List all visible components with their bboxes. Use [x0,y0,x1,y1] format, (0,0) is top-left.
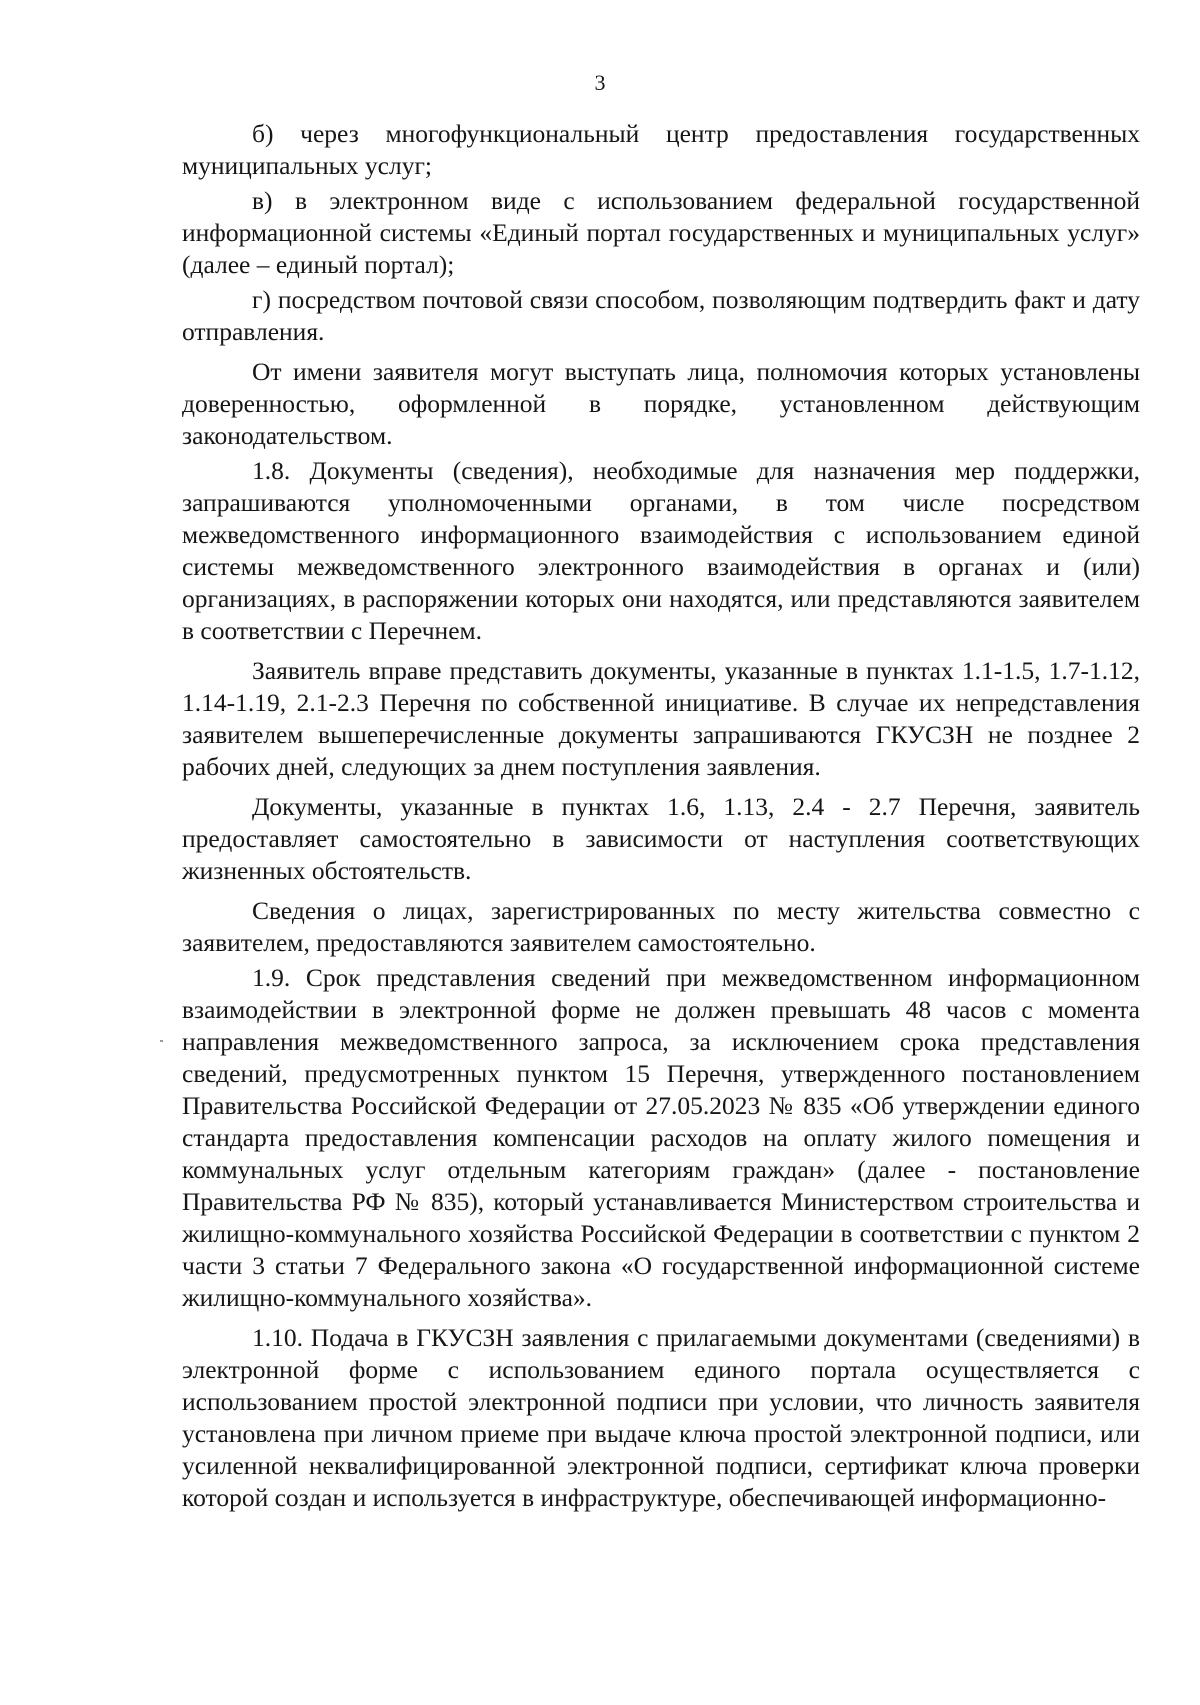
page-number: 3 [594,70,606,95]
paragraph-item-b: б) через многофункциональный центр предоставления государственных муниципальных услуг; [182,119,1140,180]
paragraph-1-10: 1.10. Подача в ГКУСЗН заявления с прилагаемыми документами (сведениями) в электронной форме с использованием единого портала осуществляется с использованием простой электронной подписи при условии, что личность заявителя установлена при личном приеме при выдаче ключа простой электронной подписи, или усиленной неквалифицированной электронной подписи, сертификат ключа проверки которой создан и используется в инфраструктуре, обеспечивающей информационно- [182,1323,1140,1512]
paragraph-representatives: От имени заявителя могут выступать лица, полномочия которых установлены доверенностью, оформленной в порядке, установленном действующим законодательством. [182,357,1140,450]
paragraph-item-v: в) в электронном виде с использованием федеральной государственной информационной системы «Единый портал государственных и муниципальных услуг» (далее – единый портал); [182,186,1140,279]
paragraph-1-9: 1.9. Срок представления сведений при межведомственном информационном взаимодействии в электронной форме не должен превышать 48 часов с момента направления межведомственного запроса, за исключением срока представления сведений, предусмотренных пунктом 15 Перечня, утвержденного постановлением Правительства Российской Федерации от 27.05.2023 № 835 «Об утверждении единого стандарта предоставления компенсации расходов на оплату жилого помещения и коммунальных услуг отдельным категориям граждан» (далее - постановление Правительства РФ № 835), который устанавливается Министерством строительства и жилищно-коммунального хозяйства Российской Федерации в соответствии с пунктом 2 части 3 статьи 7 Федерального закона «О государственной информационной системе жилищно-коммунального хозяйства». [182,963,1140,1312]
paragraph-registered-persons: Сведения о лицах, зарегистрированных по месту жительства совместно с заявителем, предоставляются заявителем самостоятельно. [182,896,1140,957]
paragraph-applicant-right: Заявитель вправе представить документы, указанные в пунктах 1.1-1.5, 1.7-1.12, 1.14-1.19, 2.1-2.3 Перечня по собственной инициативе. В случае их непредставления заявителем вышеперечисленные документы запрашиваются ГКУСЗН не позднее 2 рабочих дней, следующих за днем поступления заявления. [182,656,1140,781]
document-body [182,118,1140,1514]
paragraph-1-8: 1.8. Документы (сведения), необходимые для назначения мер поддержки, запрашиваются уполномоченными органами, в том числе посредством межведомственного информационного взаимодействия с использованием единой системы межведомственного электронного взаимодействия в органах и (или) организациях, в распоряжении которых они находятся, или представляются заявителем в соответствии с Перечнем. [182,456,1140,645]
paragraph-item-g: г) посредством почтовой связи способом, позволяющим подтвердить факт и дату отправления. [182,285,1140,346]
scan-artifact [160,1040,163,1042]
paragraph-documents-self: Документы, указанные в пунктах 1.6, 1.13, 2.4 - 2.7 Перечня, заявитель предоставляет самостоятельно в зависимости от наступления соответствующих жизненных обстоятельств. [182,792,1140,885]
